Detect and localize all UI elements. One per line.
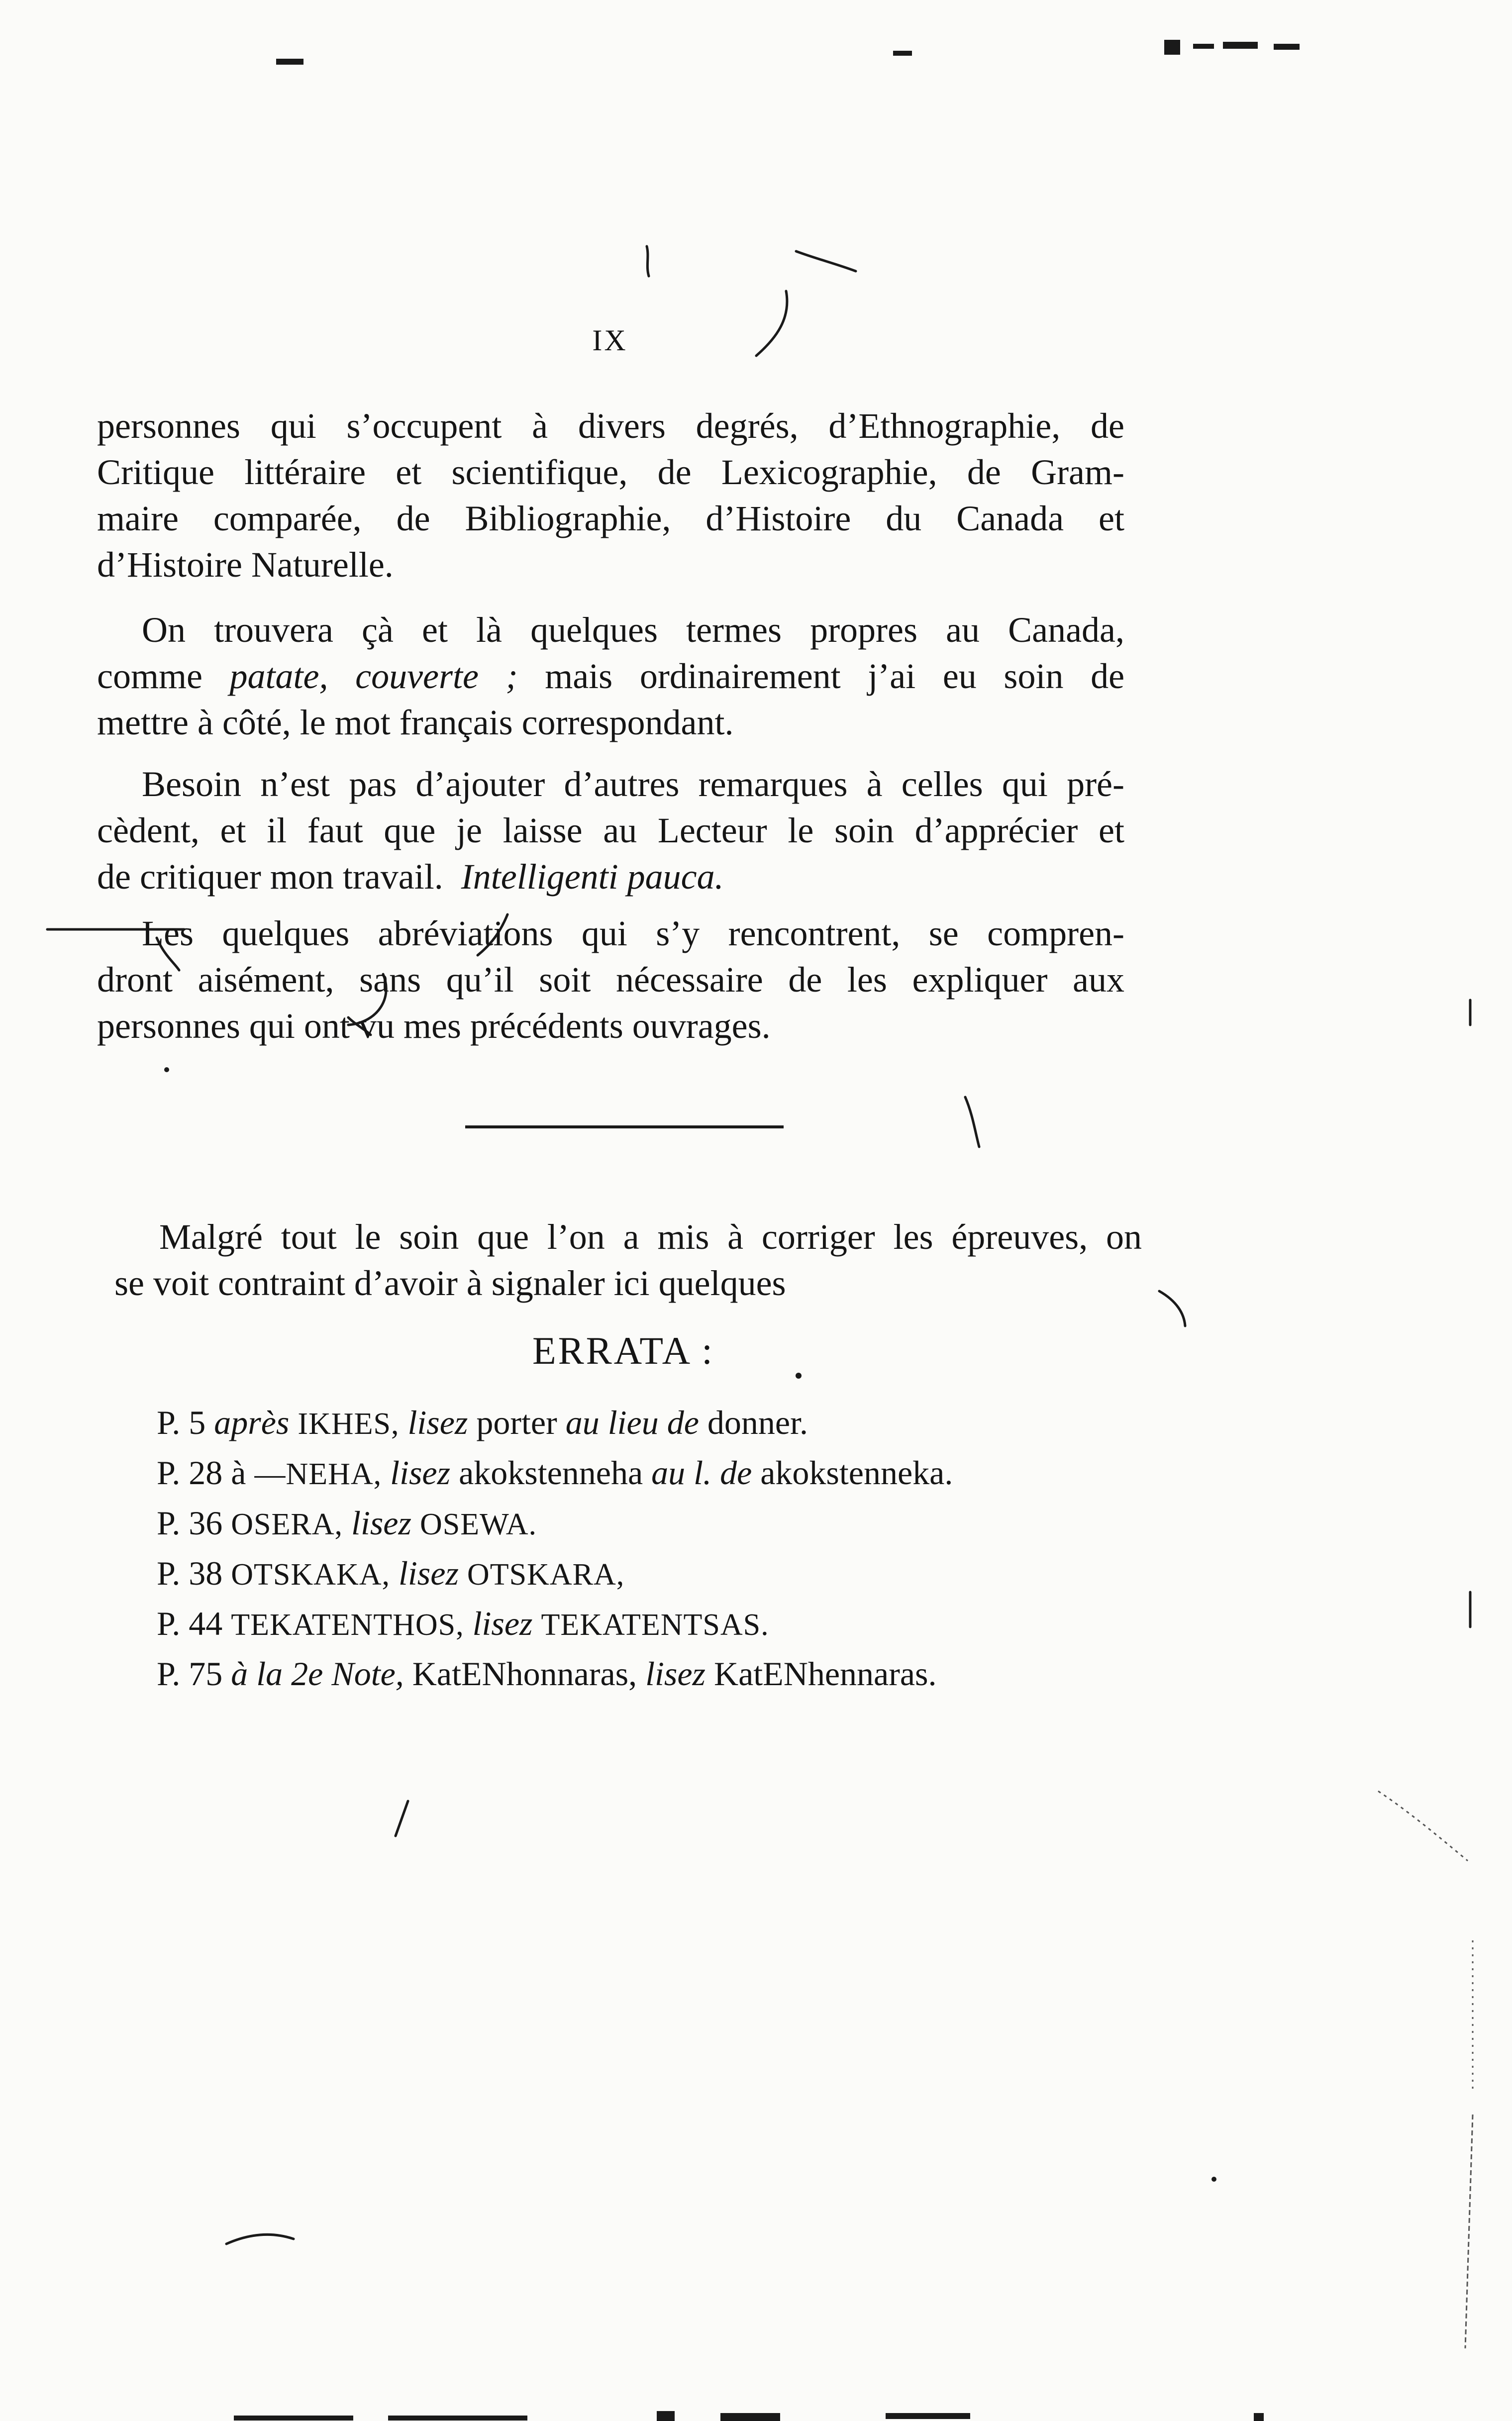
errata-correction: KatENhennaras. — [714, 1655, 937, 1693]
errata-word: OSERA, — [231, 1508, 343, 1541]
text-line: Les quelques abréviations qui s’y rencontrent, se compren- — [142, 913, 1124, 953]
errata-lisez: lisez — [407, 1404, 468, 1441]
errata-correction: OTSKARA, — [467, 1558, 625, 1592]
errata-instead-of: au lieu de — [565, 1404, 699, 1441]
errata-correction: OSEWA. — [419, 1508, 537, 1541]
text-line: personnes qui s’occupent à divers degrés, d’Ethnographie, de — [97, 406, 1124, 446]
text-line — [97, 653, 1124, 700]
errata-title: ERRATA : — [532, 1329, 714, 1372]
italic-terms: patate, couverte ; — [229, 656, 518, 696]
errata-lisez: lisez — [351, 1504, 411, 1542]
text-line: mettre à côté, le mot français correspondant. — [97, 703, 734, 742]
text-line: se voit contraint d’avoir à signaler ici quelques — [114, 1263, 786, 1303]
errata-word: KatENhonnaras, — [412, 1655, 637, 1693]
paragraph-4 — [97, 910, 1124, 1049]
text-line: maire comparée, de Bibliographie, d’Histoire du Canada et — [97, 499, 1124, 538]
paragraph-2 — [97, 607, 1124, 746]
errata-item — [157, 1448, 1152, 1499]
errata-word: OTSKAKA, — [231, 1558, 391, 1592]
text-line: Besoin n’est pas d’ajouter d’autres remarques à celles qui pré- — [142, 764, 1124, 804]
errata-lisez: lisez — [472, 1605, 533, 1642]
errata-page: P. 28 — [157, 1454, 223, 1492]
errata-original: donner. — [707, 1404, 808, 1441]
section-rule — [465, 1125, 784, 1128]
errata-item — [157, 1599, 1152, 1649]
errata-position: après — [214, 1404, 290, 1441]
text-run: de critiquer mon travail. — [97, 857, 443, 897]
text-line: d’Histoire Naturelle. — [97, 545, 394, 585]
errata-word: IKHES, — [298, 1407, 400, 1441]
errata-item — [157, 1398, 1152, 1448]
text-line: cèdent, et il faut que je laisse au Lecteur le soin d’apprécier et — [97, 810, 1124, 850]
text-word: comme — [97, 656, 202, 696]
errata-word: TEKATENTHOS, — [231, 1608, 464, 1642]
errata-page: P. 5 — [157, 1404, 206, 1441]
errata-page: P. 38 — [157, 1554, 223, 1592]
text-line — [97, 854, 1124, 900]
errata-lisez: lisez — [390, 1454, 451, 1492]
errata-page: P. 44 — [157, 1605, 223, 1642]
text-line: Critique littéraire et scientifique, de Lexicographie, de Gram- — [97, 452, 1124, 492]
latin-phrase: Intelligenti pauca. — [461, 857, 724, 897]
paragraph-3 — [97, 761, 1124, 900]
errata-item — [157, 1499, 1152, 1549]
text-line: On trouvera çà et là quelques termes propres au Canada, — [142, 610, 1124, 650]
errata-word: —NEHA, — [254, 1457, 382, 1491]
text-line: personnes qui ont vu mes précédents ouvrages. — [97, 1006, 771, 1046]
text-line: dront aisément, sans qu’il soit nécessaire de les expliquer aux — [97, 960, 1124, 1000]
text-run: mais ordinairement j’ai eu soin de — [545, 656, 1125, 696]
errata-list — [157, 1398, 1152, 1698]
errata-item — [157, 1549, 1152, 1599]
page-number: IX — [592, 324, 628, 357]
errata-position: à — [231, 1454, 246, 1492]
errata-correction: TEKATENTSAS. — [541, 1608, 769, 1642]
errata-lisez: lisez — [645, 1655, 706, 1693]
errata-page: P. 75 — [157, 1655, 223, 1693]
errata-original: akokstenneka. — [760, 1454, 953, 1492]
errata-instead-of: au l. de — [651, 1454, 752, 1492]
errata-correction: akokstenneha — [459, 1454, 643, 1492]
errata-position: à la 2e Note, — [231, 1655, 404, 1693]
paragraph-5 — [114, 1214, 1142, 1307]
errata-page: P. 36 — [157, 1504, 223, 1542]
text-line: Malgré tout le soin que l’on a mis à corriger les épreuves, on — [159, 1217, 1142, 1257]
paragraph-1 — [97, 403, 1124, 588]
errata-correction: porter — [476, 1404, 557, 1441]
errata-lisez: lisez — [399, 1554, 459, 1592]
errata-item — [157, 1649, 1152, 1698]
